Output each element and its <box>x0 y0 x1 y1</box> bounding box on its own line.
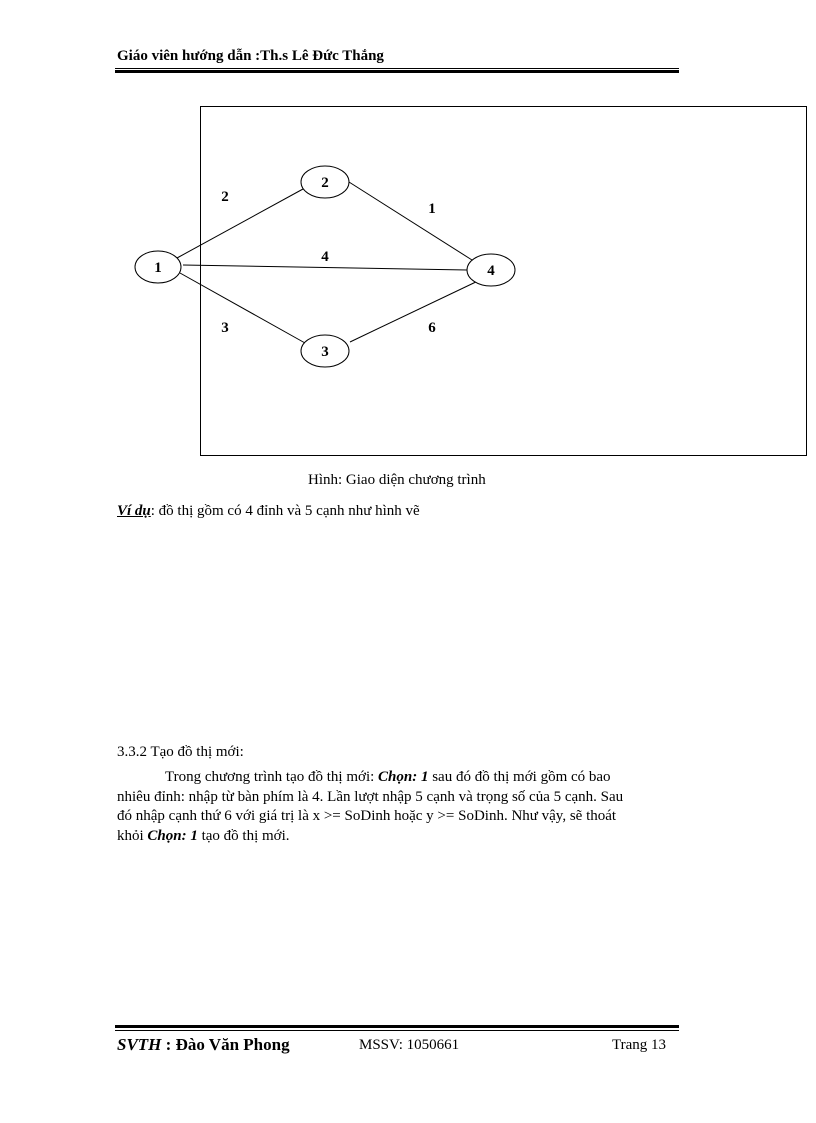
node-2 <box>301 166 349 198</box>
line4-text-a: khỏi <box>117 827 148 844</box>
edge-weight-1-2: 2 <box>221 189 229 205</box>
example-label: Ví dụ <box>117 503 151 519</box>
section-paragraph <box>117 768 679 846</box>
edge-weight-3-4: 6 <box>428 320 436 336</box>
paragraph-line-2: nhiêu đỉnh: nhập từ bàn phím là 4. Lần lượt nhập 5 cạnh và trọng số của 5 cạnh. Sau <box>117 788 624 805</box>
graph-figure <box>154 106 807 456</box>
header-instructor: Giáo viên hướng dẫn :Th.s Lê Đức Thắng <box>117 48 384 64</box>
node-4 <box>467 254 515 286</box>
node-1-label: 1 <box>154 260 162 276</box>
edge-weight-2-4: 1 <box>428 201 436 217</box>
edge-1-3 <box>180 273 305 343</box>
edge-1-4 <box>183 265 467 270</box>
line4-text-b: tạo đồ thị mới. <box>197 827 290 844</box>
paragraph-line-4 <box>117 827 679 847</box>
node-2-label: 2 <box>321 175 329 191</box>
edge-3-4 <box>350 280 480 342</box>
section-title: 3.3.2 Tạo đồ thị mới: <box>117 744 244 760</box>
footer-student <box>117 1035 290 1055</box>
edge-weight-1-3: 3 <box>221 320 229 336</box>
line4-choose: Chọn: 1 <box>147 827 198 844</box>
footer-rule-thin <box>115 1030 679 1031</box>
node-1 <box>135 251 181 283</box>
line1-text-a: Trong chương trình tạo đồ thị mới: <box>165 769 379 785</box>
header-rule-thin <box>115 68 679 69</box>
edge-weight-1-4: 4 <box>321 249 329 265</box>
header-rule-thick <box>115 70 679 73</box>
graph-diagram <box>154 107 808 457</box>
example-line <box>117 503 420 520</box>
node-4-label: 4 <box>487 263 495 279</box>
node-3 <box>301 335 349 367</box>
paragraph-line-1 <box>117 768 679 788</box>
node-3-label: 3 <box>321 344 329 360</box>
figure-caption: Hình: Giao diện chương trình <box>308 472 486 488</box>
footer-page-number: Trang 13 <box>612 1037 667 1053</box>
line1-text-b: sau đó đồ thị mới gồm có bao <box>428 769 611 785</box>
footer-name: Đào Văn Phong <box>175 1035 290 1054</box>
footer-rule-thick <box>115 1025 679 1028</box>
footer-mssv: MSSV: 1050661 <box>359 1037 460 1053</box>
paragraph-line-3: đó nhập cạnh thứ 6 với giá trị là x >= SoDinh hoặc y >= SoDinh. Như vậy, sẽ thoát <box>117 808 617 824</box>
line1-choose: Chọn: 1 <box>378 769 429 785</box>
footer-separator: : <box>161 1035 176 1054</box>
edge-1-2 <box>177 189 303 258</box>
example-text: : đồ thị gồm có 4 đỉnh và 5 cạnh như hình vẽ <box>150 503 420 519</box>
edge-2-4 <box>349 182 472 260</box>
footer-role: SVTH <box>117 1035 162 1054</box>
